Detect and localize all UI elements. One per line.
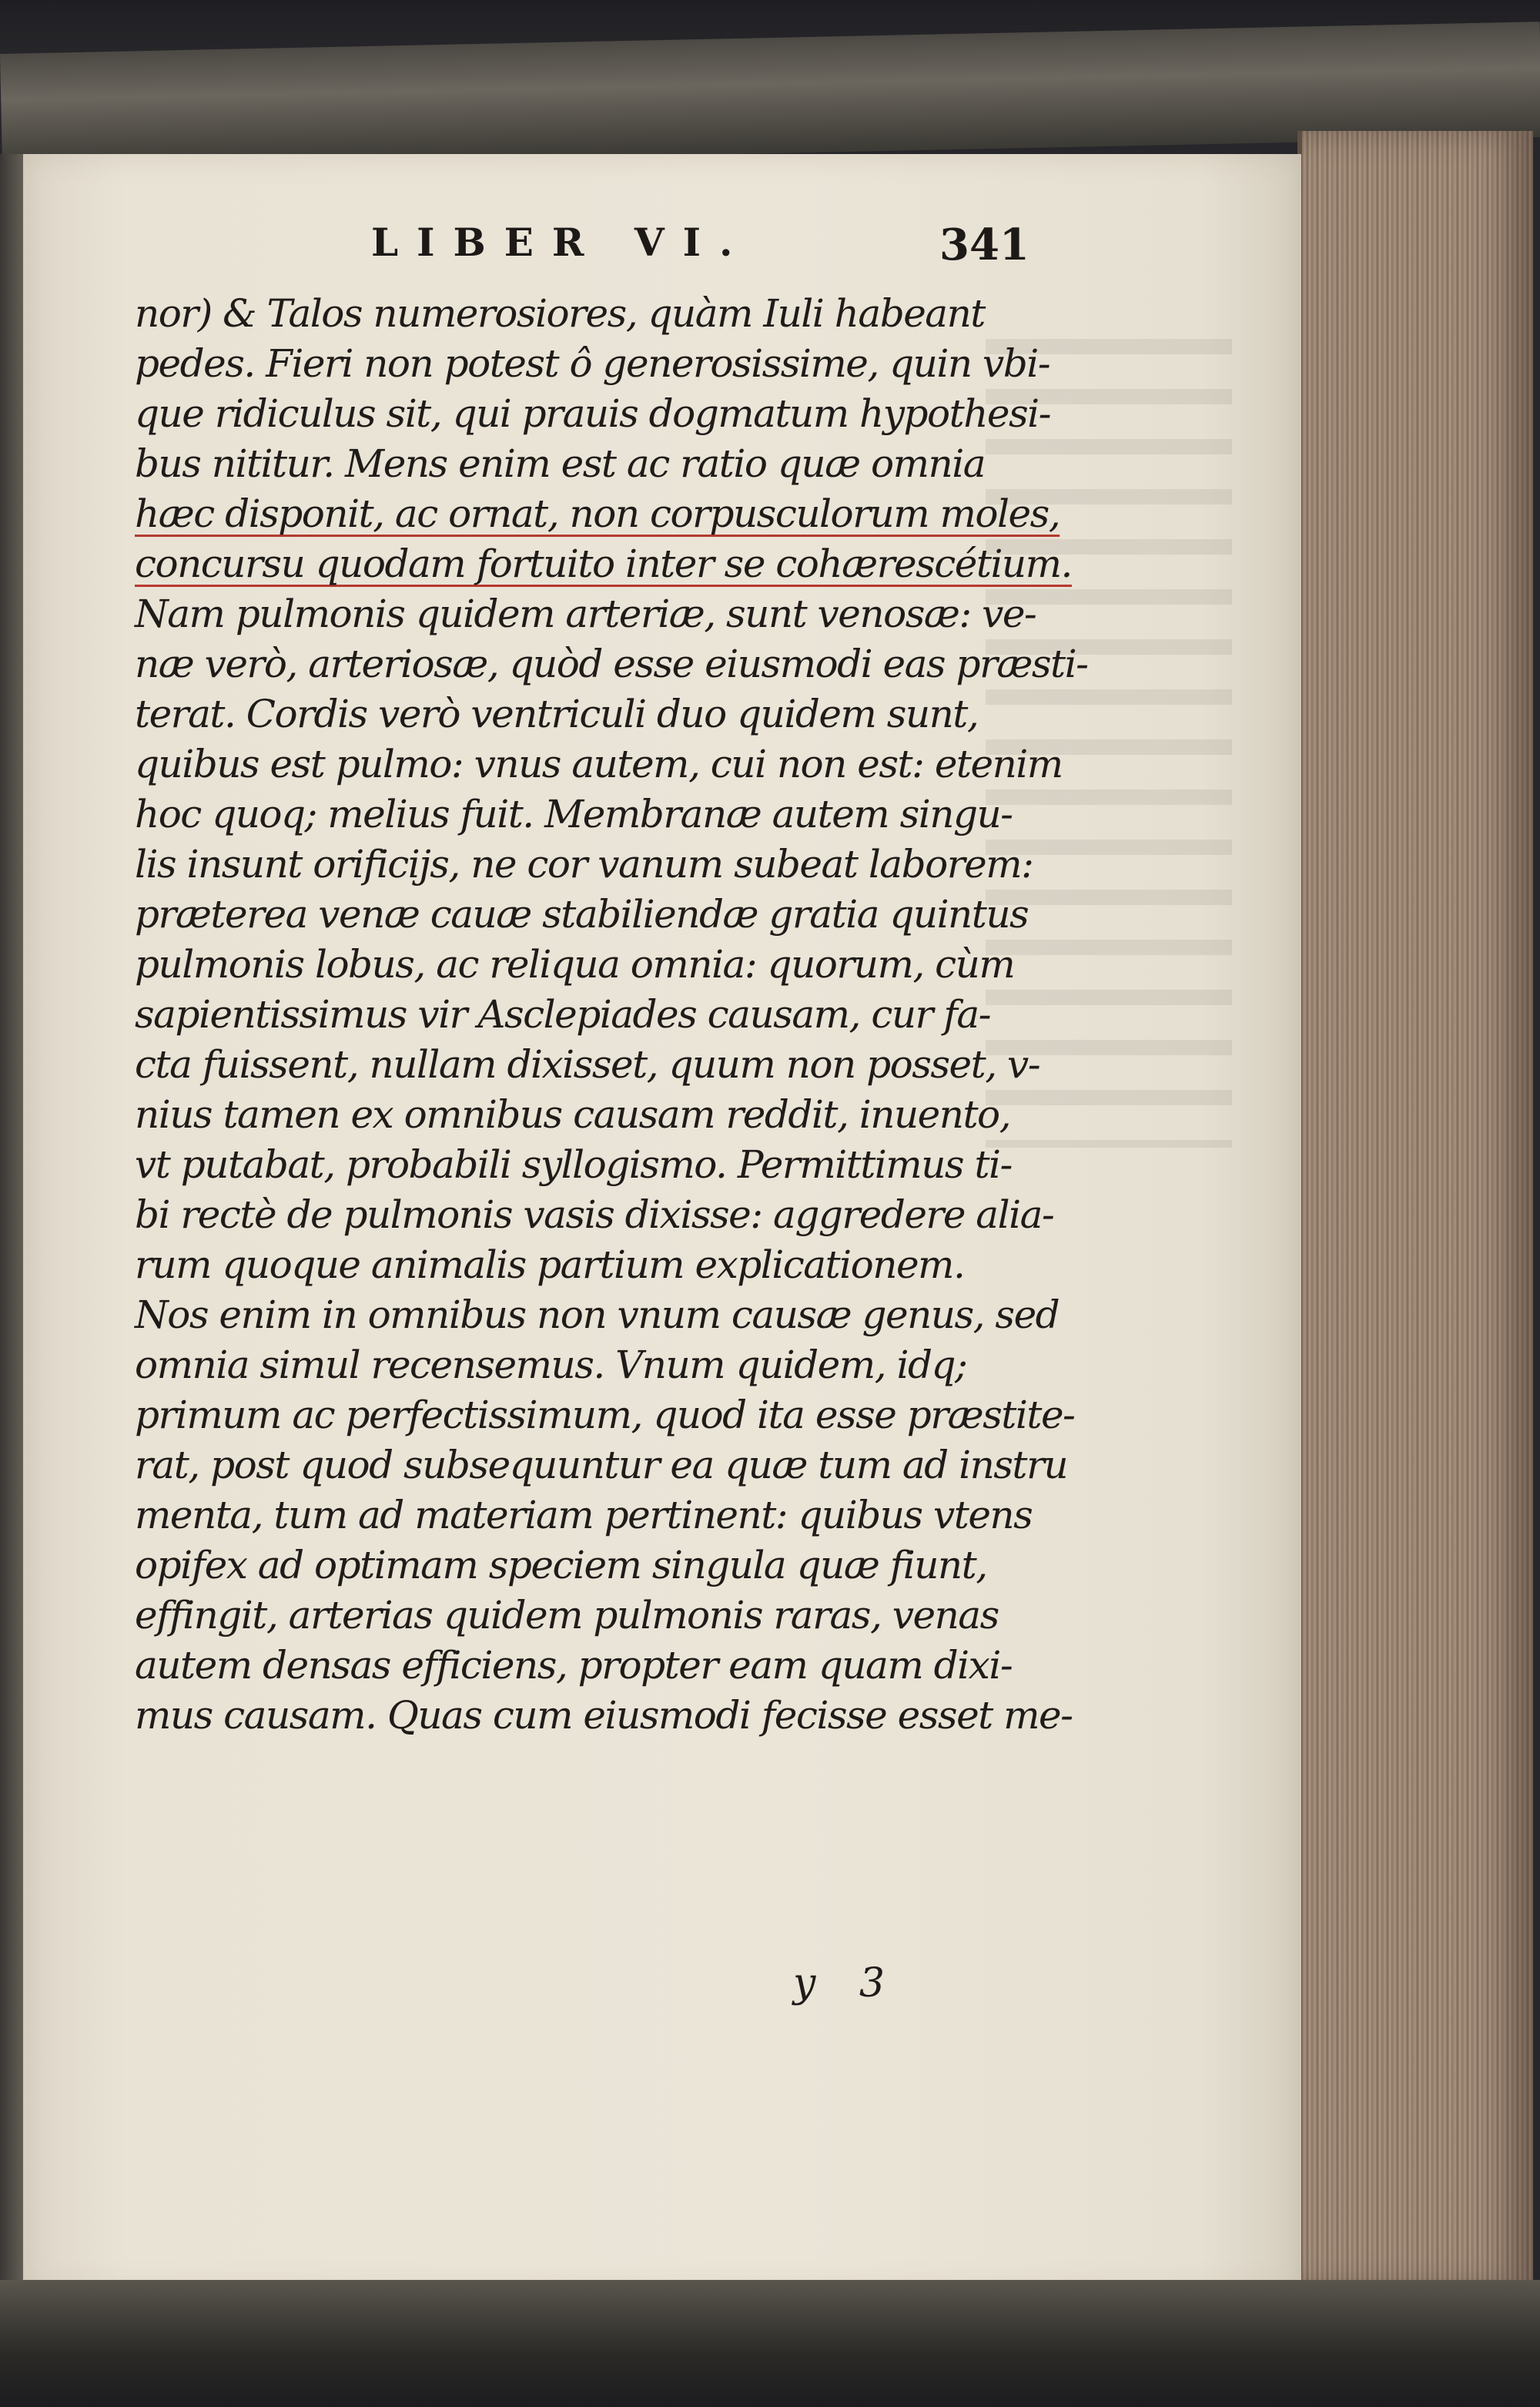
signature-mark: y 3 [793,1960,900,2006]
text-line: menta, tum ad materiam pertinent: quibus vtens [135,1493,1033,1537]
page-number: 341 [939,220,1029,270]
text-line: autem densas efficiens, propter eam quam dixi- [135,1643,1013,1688]
text-line: nor) & Talos numerosiores, quàm Iuli habeant [135,291,985,336]
text-line: vt putabat, probabili syllogismo. Permittimus ti- [135,1142,1012,1187]
text-line: bus nititur. Mens enim est ac ratio quæ omnia [135,441,986,486]
text-line-underlined: hæc disponit, ac ornat, non corpusculorum moles, [135,491,1060,536]
text-line: primum ac perfectissimum, quod ita esse præstite- [135,1393,1075,1437]
text-line: nius tamen ex omnibus causam reddit, inuento, [135,1092,1011,1137]
text-line: bi rectè de pulmonis vasis dixisse: aggredere alia- [135,1192,1054,1237]
text-line: pulmonis lobus, ac reliqua omnia: quorum, cùm [135,942,1015,987]
text-line: Nam pulmonis quidem arteriæ, sunt venosæ: ve- [135,592,1036,636]
text-line: Nos enim in omnibus non vnum causæ genus, sed [135,1292,1060,1337]
text-line: opifex ad optimam speciem singula quæ fiunt, [135,1543,987,1587]
text-line: quibus est pulmo: vnus autem, cui non est: etenim [135,742,1063,786]
running-head [362,220,1055,281]
text-line: mus causam. Quas cum eiusmodi fecisse esset me- [135,1693,1073,1738]
body-text [135,289,1088,1741]
text-line: hoc quoq; melius fuit. Membranæ autem singu- [135,792,1013,836]
text-line: næ verò, arteriosæ, quòd esse eiusmodi eas præsti- [135,642,1088,686]
text-line: rum quoque animalis partium explicationem. [135,1242,965,1287]
text-line: rat, post quod subsequuntur ea quæ tum ad instru [135,1443,1068,1487]
text-line: omnia simul recensemus. Vnum quidem, idq; [135,1343,967,1387]
text-line: terat. Cordis verò ventriculi duo quidem sunt, [135,692,979,736]
text-line: præterea venæ cauæ stabiliendæ gratia quintus [135,892,1029,937]
binding-edge-bottom [0,2280,1540,2407]
text-line: cta fuissent, nullam dixisset, quum non posset, v- [135,1042,1040,1087]
text-line: effingit, arterias quidem pulmonis raras, venas [135,1593,999,1638]
text-line: lis insunt orificijs, ne cor vanum subeat laborem: [135,842,1033,887]
text-line-underlined: concursu quodam fortuito inter se cohærescétium. [135,541,1072,586]
page-fore-edge [1297,131,1533,2288]
running-head-title: LIBER VI. [371,220,752,265]
text-line: que ridiculus sit, qui prauis dogmatum hypothesi- [135,391,1051,436]
text-line: sapientissimus vir Asclepiades causam, cur fa- [135,992,991,1037]
text-line: pedes. Fieri non potest ô generosissime, quin vbi- [135,341,1050,386]
